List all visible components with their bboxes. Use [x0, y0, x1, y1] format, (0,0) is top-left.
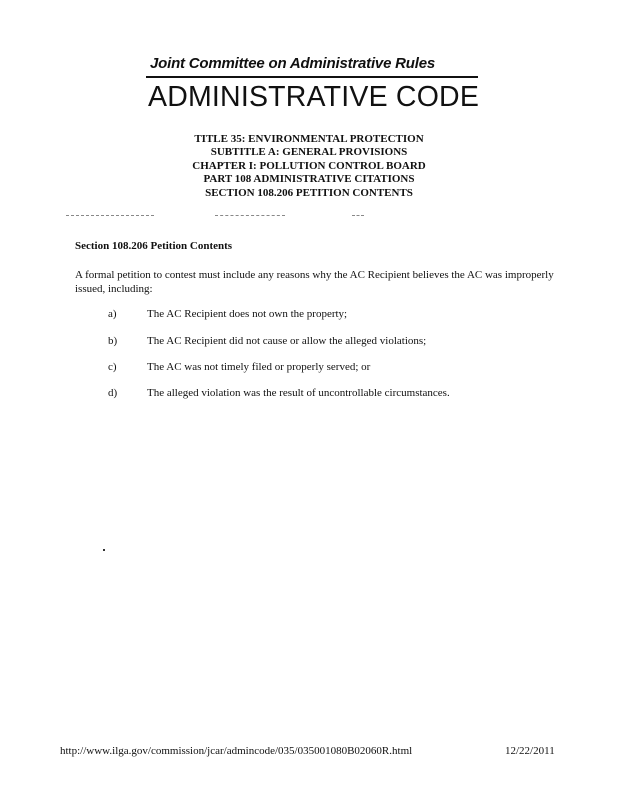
- citation-chapter-line: CHAPTER I: POLLUTION CONTROL BOARD: [192, 159, 426, 172]
- header-organization: Joint Committee on Administrative Rules: [150, 55, 436, 72]
- separator-dash: [215, 215, 285, 216]
- list-item-text: The AC was not timely filed or properly served; or: [147, 361, 371, 373]
- citation-subtitle-line: SUBTITLE A: GENERAL PROVISIONS: [210, 146, 408, 159]
- section-heading: Section 108.206 Petition Contents: [75, 240, 233, 252]
- list-item-marker: c): [108, 361, 117, 373]
- citation-title-line: TITLE 35: ENVIRONMENTAL PROTECTION: [194, 133, 424, 145]
- citation-part-line: PART 108 ADMINISTRATIVE CITATIONS: [203, 173, 415, 186]
- separator-dash: [66, 215, 154, 216]
- scan-speck: [103, 549, 105, 551]
- list-item-marker: b): [108, 335, 118, 347]
- list-item-marker: a): [108, 308, 117, 320]
- footer-date: 12/22/2011: [505, 745, 555, 757]
- header-divider: [146, 76, 478, 78]
- citation-title-block: [150, 133, 468, 200]
- citation-section-line: SECTION 108.206 PETITION CONTENTS: [205, 186, 413, 199]
- list-item-marker: d): [108, 387, 118, 399]
- list-item-text: The AC Recipient does not own the property;: [147, 308, 348, 320]
- header-title: ADMINISTRATIVE CODE: [148, 81, 480, 113]
- intro-paragraph: A formal petition to contest must include any reasons why the AC Recipient believes the AC was improperly issued, including:: [75, 269, 554, 295]
- list-item-text: The alleged violation was the result of uncontrollable circumstances.: [147, 387, 450, 399]
- footer-url-link[interactable]: http://www.ilga.gov/commission/jcar/admincode/035/035001080B02060R.html: [60, 745, 413, 757]
- separator-dash: [352, 215, 364, 216]
- list-item-text: The AC Recipient did not cause or allow the alleged violations;: [147, 335, 427, 347]
